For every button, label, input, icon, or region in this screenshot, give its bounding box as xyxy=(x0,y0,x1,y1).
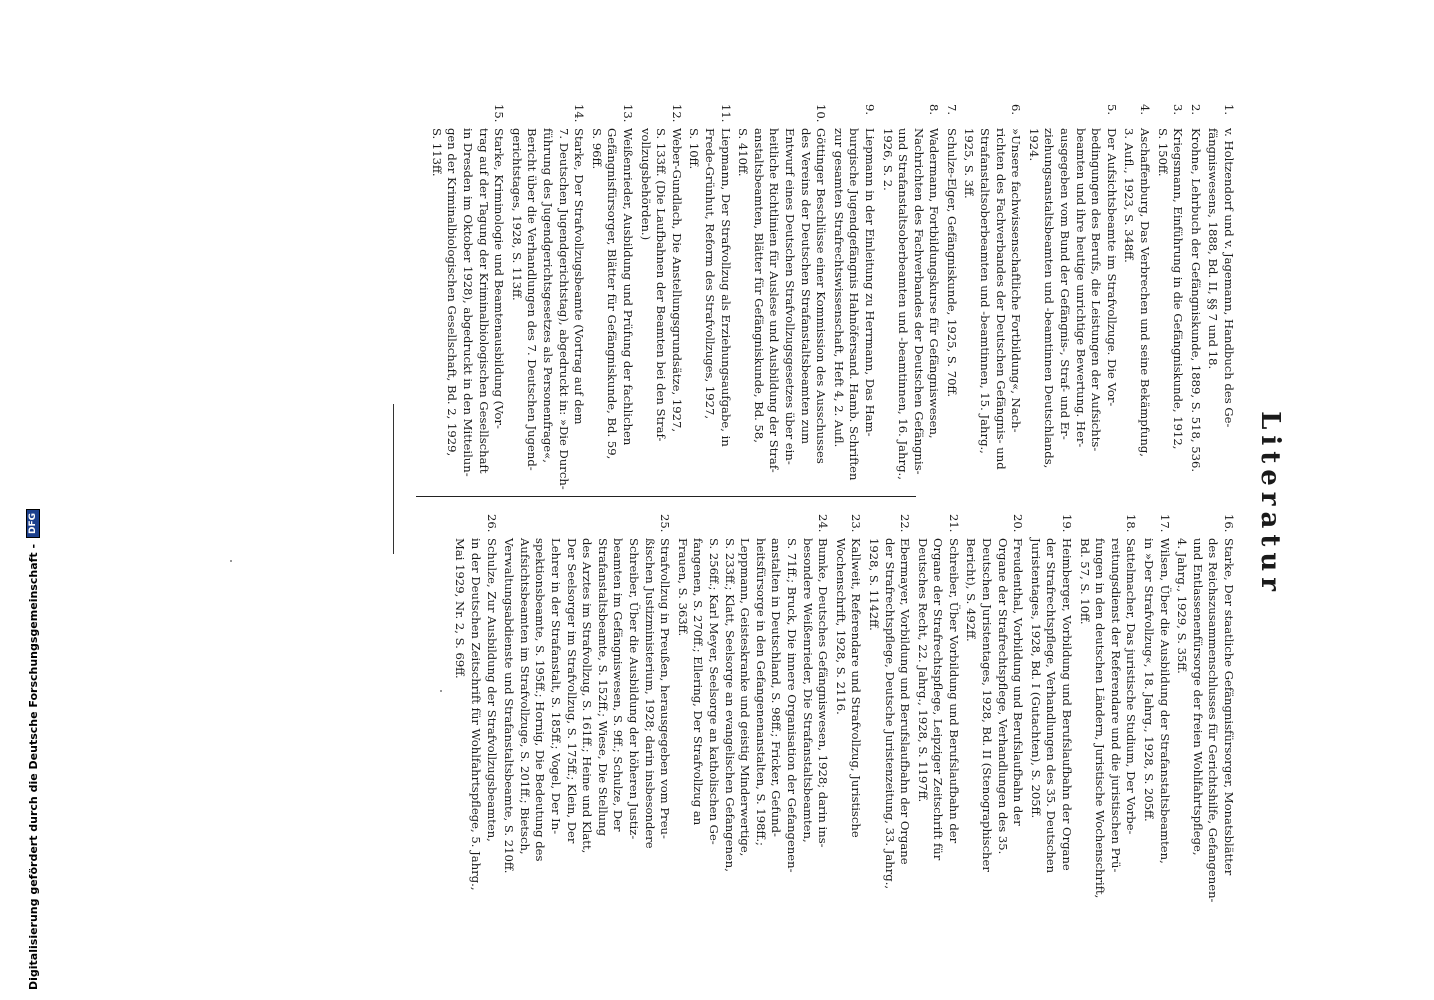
entry-line: Strafvollzug in Preußen, herausgegeben vom Preu- xyxy=(658,538,673,839)
entry-line: Entwurf eines Deutschen Strafvollzugsgesetzes über ein- xyxy=(782,128,797,465)
entry-number: 18. xyxy=(1124,514,1139,533)
entry-number: 25. xyxy=(658,514,673,533)
entry-line: Lehrer in der Strafanstalt, S. 185ff.; Vogel, Der In- xyxy=(549,538,564,835)
entry-line: gen der Kriminalbiologischen Gesellschaft, Bd. 2, 1929, xyxy=(445,128,460,457)
bibliography-entry xyxy=(674,514,830,889)
footer-text: Digitalisierung gefördert durch die Deutsche Forschungsgemeinschaft - xyxy=(26,543,40,990)
entry-line: burgische Jugendgefängnis Hahnöfersand. Hamb. Schriften xyxy=(847,128,862,481)
entry-number: 10. xyxy=(814,104,829,123)
entry-line: Krohne, Lehrbuch der Gefängniskunde, 1889, S. 518, 536. xyxy=(1188,128,1203,473)
entry-line: Nachrichten des Fachverbandes der Deutschen Gefängnis- xyxy=(911,128,926,475)
entry-line: Wadermann, Fortbildungskurse für Gefängniswesen, xyxy=(927,128,942,439)
entry-number: 3. xyxy=(1171,104,1186,116)
entry-line: Strafanstaltsoberbeamten und -beamtinnen, 15. Jahrg., xyxy=(978,128,993,454)
entry-line: 7. Deutschen Jugendgerichtstag), abgedruckt in: »Die Durch- xyxy=(556,128,571,490)
entry-line: fängniswesens, 1888, Bd. II, §§ 7 und 18. xyxy=(1206,128,1221,370)
bibliography-entry xyxy=(1140,514,1171,889)
entry-line: Starke, Kriminologie und Beamtenausbildung (Vor- xyxy=(492,128,507,429)
entry-number: 17. xyxy=(1157,514,1172,533)
bibliography-entry xyxy=(961,104,1023,479)
entry-number: 22. xyxy=(898,514,913,533)
entry-line: Organe der Strafrechtspflege, Leipziger Zeitschrift für xyxy=(931,538,946,861)
bibliography-entry xyxy=(1154,104,1185,479)
entry-line: S. 150ff. xyxy=(1155,128,1170,177)
entry-line: Kallweit, Referendare und Strafvollzug, Juristische xyxy=(849,538,864,838)
entry-line: Freudenthal, Vorbildung und Berufslaufbahn der xyxy=(1011,538,1026,826)
entry-line: Weißenrieder, Ausbildung und Prüfung der fachlichen xyxy=(621,128,636,446)
entry-line: beamten im Gefängniswesen, S. 9ff.; Schulze, Der xyxy=(611,538,626,832)
entry-line: Bericht), S. 492ff. xyxy=(964,538,979,642)
entry-number: 26. xyxy=(484,514,499,533)
entry-line: des Vereins der Deutschen Strafanstaltsbeamten zum xyxy=(798,128,813,445)
entry-line: ausgegeben vom Bund der Gefängnis-, Straf- und Er- xyxy=(1058,128,1073,440)
entry-line: Bericht über die Verhandlungen des 7. Deutschen Jugend- xyxy=(525,128,540,471)
dfg-logo: DFG xyxy=(26,509,40,538)
entry-line: Sattelmacher, Das juristische Studium, Der Vorbe- xyxy=(1124,538,1139,835)
entry-line: S. 96ff. xyxy=(589,128,604,170)
scan-artifact-dot xyxy=(230,560,232,562)
entry-line: Strafanstaltsbeamte, S. 152ff.; Wiese, Die Stellung xyxy=(595,538,610,837)
entry-line: in »Der Strafvollzug«, 18. Jahrg., 1928, S. 205ff. xyxy=(1142,538,1157,822)
entry-line: Heimberger, Vorbildung und Berufslaufbahn der Organe xyxy=(1060,538,1075,871)
entry-line: S. 71ff.; Bruck, Die innere Organisation der Gefangenen- xyxy=(784,538,799,873)
entry-number: 13. xyxy=(621,104,636,123)
bibliography-entry xyxy=(943,104,959,479)
entry-line: S. 113ff. xyxy=(429,128,444,177)
entry-number: 5. xyxy=(1104,104,1119,116)
entry-line: Wochenschrift, 1928, S. 2116. xyxy=(833,538,848,715)
entry-line: in der Deutschen Zeitschrift für Wohlfahrtspflege, 5. Jahrg., xyxy=(469,538,484,891)
bibliography-right-column xyxy=(446,514,1236,903)
entry-line: heitliche Richtlinien für Auslese und Ausbildung der Straf- xyxy=(767,128,782,473)
entry-line: Der Aufsichtsbeamte im Strafvollzuge. Die Vor- xyxy=(1104,128,1119,407)
entry-number: 24. xyxy=(816,514,831,533)
entry-line: S. 133ff. (Die Laufbahnen der Beamten bei den Straf- xyxy=(654,128,669,442)
entry-number: 8. xyxy=(927,104,942,116)
bibliography-entry xyxy=(588,104,635,479)
entry-line: Organe der Strafrechtspflege, Verhandlungen des 35. xyxy=(995,538,1010,855)
bibliography-entry xyxy=(428,104,506,479)
scanned-page xyxy=(429,104,1290,904)
entry-number: 20. xyxy=(1011,514,1026,533)
entry-number: 19. xyxy=(1060,514,1075,533)
entry-line: Bd. 57, S. 10ff. xyxy=(1077,538,1092,625)
entry-line: der Strafrechtspflege, Deutsche Juristenzeitung, 33. Jahrg., xyxy=(882,538,897,890)
entry-line: Verwaltungsabdienste und Strafanstaltsbeamte, S. 210ff. xyxy=(502,538,517,874)
bibliography-entry xyxy=(1121,104,1152,479)
entry-line: Starke, Der Strafvollzugsbeamte (Vortrag auf dem xyxy=(572,128,587,425)
bibliography-entry xyxy=(1187,104,1203,479)
entry-number: 16. xyxy=(1222,514,1236,533)
entry-line: 3. Aufl., 1923, S. 348ff. xyxy=(1122,128,1137,263)
entry-line: in Dresden im Oktober 1928), abgedruckt in den Mitteilun- xyxy=(461,128,476,477)
entry-line: anstaltsbeamten, Blätter für Gefängniskunde, Bd. 58, xyxy=(751,128,766,443)
entry-line: reitungsdienst der Referendare und die juristischen Prü- xyxy=(1108,538,1123,873)
entry-line: Schulze-Elger, Gefängniskunde, 1925, S. 70ff. xyxy=(944,128,959,398)
entry-line: beamten und ihre heutige unrichtige Bewertung. Her- xyxy=(1073,128,1088,448)
bibliography-entry xyxy=(508,104,587,490)
entry-line: 1925, S. 3ff. xyxy=(962,128,977,199)
entry-line: S. 10ff. xyxy=(687,128,702,170)
entry-line: Frauen, S. 363ff. xyxy=(675,538,690,637)
entry-line: Schreiber, Über Vorbildung und Berufslaufbahn der xyxy=(946,538,961,844)
entry-line: 1924. xyxy=(1026,128,1041,162)
entry-number: 6. xyxy=(1009,104,1024,116)
entry-number: 23. xyxy=(849,514,864,533)
bibliography-entry xyxy=(1027,514,1074,889)
bibliography-entry xyxy=(879,104,941,479)
column-divider xyxy=(416,496,916,497)
entry-line: bedingungen des Berufs, die Leistungen der Aufsichts- xyxy=(1089,128,1104,452)
entry-line: trag auf der Tagung der Kriminalbiologischen Gesellschaft xyxy=(476,128,491,474)
entry-line: und Entlassenenfürsorge der freien Wohlfahrtspflege, xyxy=(1190,538,1205,856)
entry-line: führung des Jugendgerichtsgesetzes als Personenfrage«, xyxy=(541,128,556,463)
scan-artifact-dot xyxy=(440,690,442,692)
entry-number: 4. xyxy=(1138,104,1153,116)
entry-line: gerichtstages, 1928, S. 113ff. xyxy=(509,128,524,301)
entry-line: Deutsches Recht, 22. Jahrg., 1928, S. 1197ff. xyxy=(915,538,930,803)
entry-line: Deutschen Juristentages, 1928, Bd. II (Stenographischer xyxy=(980,538,995,872)
entry-line: Aschaffenburg, Das Verbrechen und seine Bekämpfung, xyxy=(1138,128,1153,457)
entry-line: Kriegsmann, Einführung in die Gefängniskunde, 1912, xyxy=(1171,128,1186,450)
bibliography-entry xyxy=(865,514,912,889)
entry-line: fangenen, S. 270ff.; Ellering, Der Strafvollzug an xyxy=(691,538,706,826)
bibliography-entry xyxy=(1025,104,1119,479)
entry-line: Liepmann in der Einleitung zu Herrmann, Das Ham- xyxy=(862,128,877,437)
entry-line: Leppmann, Geisteskranke und geistig Minderwertige, xyxy=(738,538,753,857)
entry-line: zur gesamten Strafrechtswissenschaft, Heft 4, 2. Aufl. xyxy=(831,128,846,448)
entry-line: 4. Jahrg., 1929, S. 35ff. xyxy=(1175,538,1190,674)
entry-line: vollzugsbehörden.) xyxy=(638,128,653,241)
bibliography-columns xyxy=(429,104,1236,904)
entry-number: 2. xyxy=(1188,104,1203,116)
entry-line: Schreiber, Über die Ausbildung der höheren Justiz- xyxy=(627,538,642,840)
entry-line: des Arztes im Strafvollzug, S. 161ff.; Heine und Klatt, xyxy=(580,538,595,854)
entry-line: Juristentages, 1928, Bd. I (Gutachten), S. 205ff. xyxy=(1028,538,1043,819)
bibliography-entry xyxy=(735,104,829,479)
entry-line: v. Holtzendorf und v. Jagemann, Handbuch des Ge- xyxy=(1222,128,1236,428)
bibliography-entry xyxy=(830,104,877,479)
bibliography-entry xyxy=(501,514,673,889)
entry-line: ßischen Justizministerium, 1928; darin insbesondere xyxy=(642,538,657,849)
entry-number: 11. xyxy=(718,104,733,123)
digitization-footer xyxy=(0,0,40,1000)
bibliography-entry xyxy=(963,514,1025,889)
entry-line: S. 233ff.; Klatt, Seelsorge an evangelischen Gefangenen, xyxy=(722,538,737,872)
bibliography-entry xyxy=(637,104,684,479)
entry-line: Frede-Grünhut, Reform des Strafvollzuges, 1927, xyxy=(703,128,717,420)
entry-line: Weber-Gundlach, Die Anstellungsgrundsätze, 1927, xyxy=(669,128,684,433)
page-title: Literatur xyxy=(1255,411,1285,597)
entry-line: Starke, Der staatliche Gefängnisfürsorger, Monatsblätter xyxy=(1222,538,1236,876)
entry-line: Gefängnisfürsorger, Blätter für Gefängniskunde, Bd. 59, xyxy=(605,128,620,460)
entry-number: 12. xyxy=(669,104,684,123)
bibliography-entry xyxy=(686,104,733,479)
entry-line: besondere Weißenrieder, Die Strafanstaltsbeamten, xyxy=(800,538,815,843)
entry-line: Bumke, Deutsches Gefängniswesen, 1928; darin ins- xyxy=(816,538,831,848)
entry-line: S. 256ff.; Karl Meyer, Seelsorge an katholischen Ge- xyxy=(707,538,721,845)
bibliography-entry xyxy=(914,514,961,889)
bibliography-entry xyxy=(452,514,499,889)
entry-line: Liepmann, Der Strafvollzug als Erziehungsaufgabe, in xyxy=(718,128,733,447)
bibliography-entry xyxy=(1205,104,1236,479)
entry-number: 14. xyxy=(572,104,587,123)
entry-line: Schulze, Zur Ausbildung der Strafvollzugsbeamten, xyxy=(484,538,499,842)
entry-line: Der Seelsorger im Strafvollzug, S. 175ff.; Klein, Der xyxy=(564,538,579,844)
entry-line: richten des Fachverbandes der Deutschen Gefängnis- und xyxy=(993,128,1008,470)
entry-line: des Reichszusammenschlusses für Gerichtshilfe, Gefangenen- xyxy=(1206,538,1221,903)
entry-line: Aufsichtsbeamten im Strafvollzuge, S. 201ff.; Bietsch, xyxy=(517,538,532,855)
entry-line: 1928, S. 1142ff. xyxy=(866,538,881,631)
entry-line: heitsfürsorge in den Gefangenenanstalten, S. 198ff.; xyxy=(753,538,768,846)
scan-artifact-line xyxy=(393,404,394,554)
entry-line: Ebermayer, Vorbildung und Berufslaufbahn der Organe xyxy=(898,538,913,865)
entry-line: S. 410ff. xyxy=(736,128,751,177)
entry-number: 7. xyxy=(944,104,959,116)
entry-number: 9. xyxy=(862,104,877,116)
entry-number: 1. xyxy=(1222,104,1236,116)
bibliography-entry xyxy=(1174,514,1236,903)
rotated-text-block xyxy=(429,104,1290,904)
entry-line: »Unsere fachwissenschaftliche Fortbildung«, Nach- xyxy=(1009,128,1024,433)
entry-number: 15. xyxy=(492,104,507,123)
entry-line: ziehungsanstaltsbeamten und -beamtinnen Deutschlands, xyxy=(1042,128,1057,469)
entry-line: 1926, S. 2. xyxy=(880,128,895,191)
bibliography-left-column xyxy=(429,104,1236,490)
entry-line: der Strafrechtspflege, Verhandlungen des 35. Deutschen xyxy=(1044,538,1059,874)
entry-line: anstalten in Deutschland, S. 98ff.; Fricker, Gefund- xyxy=(769,538,784,837)
entry-line: Göttinger Beschlüsse einer Kommission des Ausschusses xyxy=(814,128,829,464)
entry-line: fungen in den deutschen Ländern, Juristische Wochenschrift, xyxy=(1093,538,1108,899)
bibliography-entry xyxy=(1076,514,1139,899)
entry-line: spektionsbeamte, S. 195ff.; Hornig, Die Bedeutung des xyxy=(533,538,548,862)
bibliography-entry xyxy=(832,514,863,889)
entry-line: und Strafanstaltsoberbeamten und -beamtinnen, 16. Jahrg., xyxy=(896,128,911,480)
entry-line: Wilsen, Über die Ausbildung der Strafanstaltsbeamten, xyxy=(1157,538,1172,864)
entry-line: Mai 1929, Nr. 2, S. 69ff. xyxy=(453,538,468,679)
entry-number: 21. xyxy=(946,514,961,533)
